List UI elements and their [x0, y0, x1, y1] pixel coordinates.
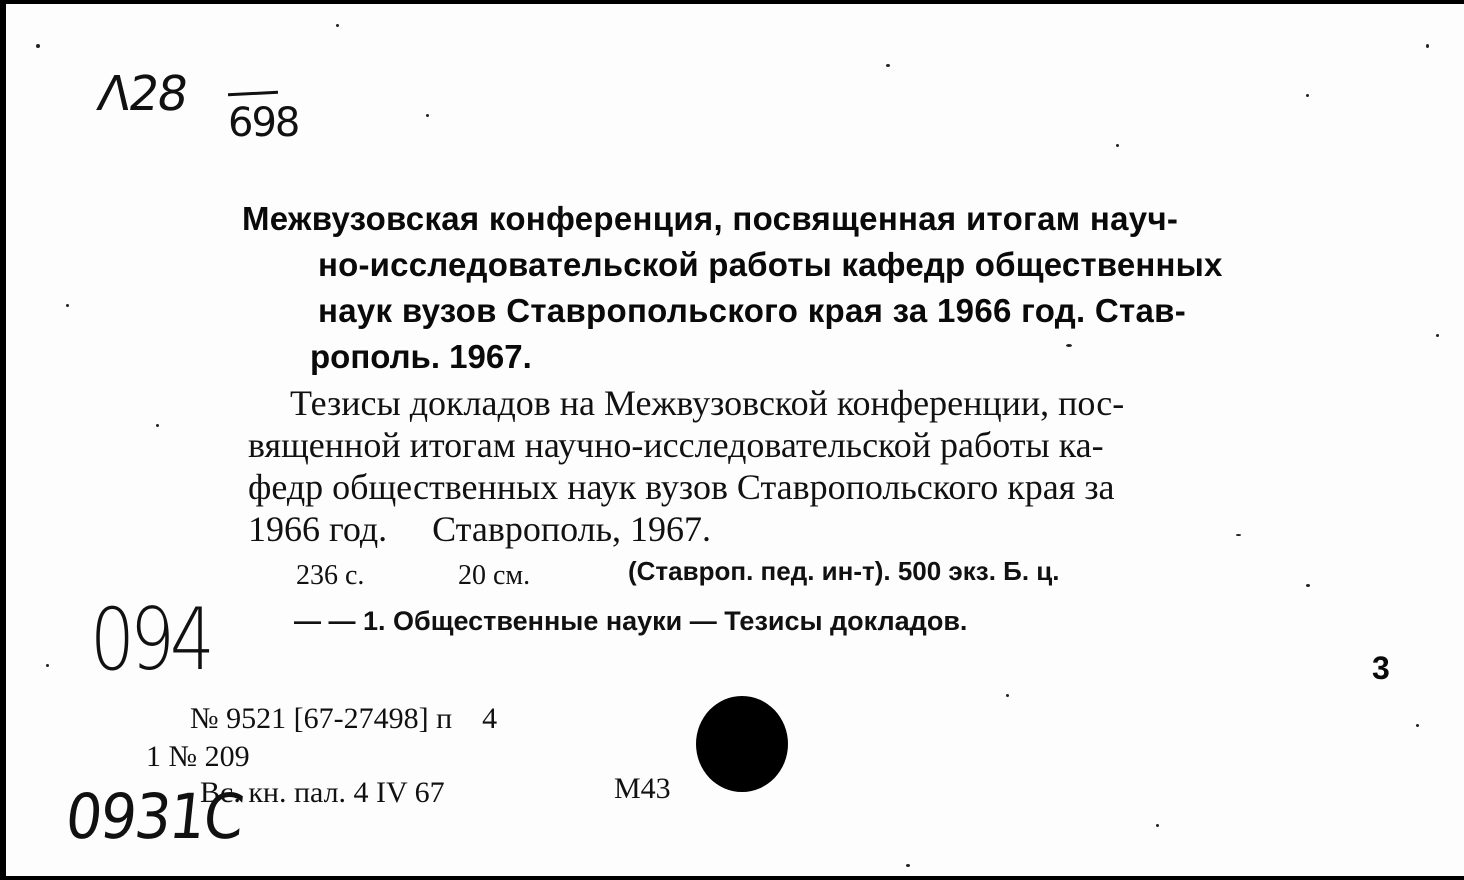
collation-pages: 236 с.	[296, 560, 365, 591]
footer-code: М43	[614, 772, 671, 805]
footer-line-3: Вс. кн. пал. 4 IV 67	[200, 776, 445, 809]
title-line: наук вузов Ставропольского края за 1966 год. Став-	[318, 292, 1187, 329]
title-line: но-исследовательской работы кафедр общественных	[318, 246, 1223, 283]
subject-tracing: — — 1. Общественные науки — Тезисы докладов.	[294, 606, 968, 636]
handwritten-shelf-sub: 698	[228, 100, 299, 146]
handwritten-code-left: 094	[90, 590, 210, 690]
punch-hole	[696, 696, 788, 792]
footer-line-2: 1 № 209	[146, 740, 250, 773]
description-line: 1966 год. Ставрополь, 1967.	[248, 509, 712, 549]
collation-publisher: (Ставроп. пед. ин-т). 500 экз. Б. ц.	[628, 556, 1060, 586]
collation-size: 20 см.	[458, 560, 531, 591]
card-number: 3	[1372, 650, 1390, 686]
title-line: Межвузовская конференция, посвященная итогам науч-	[242, 200, 1179, 237]
title-line: рополь. 1967.	[310, 338, 532, 375]
description-line: федр общественных наук вузов Ставропольского края за	[248, 467, 1115, 507]
description-line: Тезисы докладов на Межвузовской конференции, пос-	[290, 383, 1125, 423]
description-line: вященной итогам научно-исследовательской работы ка-	[248, 425, 1104, 465]
handwritten-shelf-number: Λ28	[94, 66, 190, 122]
handwritten-code-bottom: 0931C	[62, 780, 246, 853]
footer-line-1: № 9521 [67-27498] п 4	[190, 702, 498, 735]
shelf-fraction-line	[228, 91, 278, 97]
